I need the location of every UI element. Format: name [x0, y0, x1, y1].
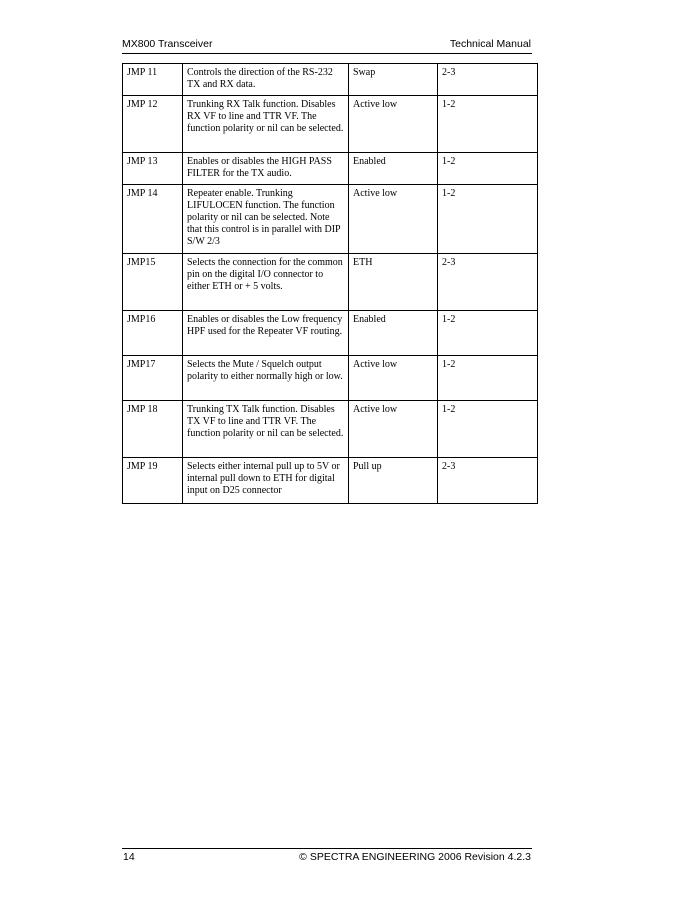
jumper-cell: JMP 11 — [123, 64, 183, 96]
function-cell: Enables or disables the Low frequency HPF used for the Repeater VF routing. — [183, 311, 349, 356]
setting-cell: Active low — [349, 96, 438, 153]
position-cell: 1-2 — [438, 356, 538, 401]
function-cell: Trunking RX Talk function. Disables RX VF to line and TTR VF. The function polarity or nil can be selected. — [183, 96, 349, 153]
jumper-cell: JMP15 — [123, 254, 183, 311]
setting-cell: Active low — [349, 185, 438, 254]
setting-cell: Pull up — [349, 458, 438, 504]
setting-cell: ETH — [349, 254, 438, 311]
function-cell: Trunking TX Talk function. Disables TX VF to line and TTR VF. The function polarity or nil can be selected. — [183, 401, 349, 458]
table-row — [123, 356, 538, 401]
jumper-cell: JMP 19 — [123, 458, 183, 504]
function-cell: Enables or disables the HIGH PASS FILTER for the TX audio. — [183, 153, 349, 185]
table-row — [123, 96, 538, 153]
position-cell: 1-2 — [438, 401, 538, 458]
function-cell: Controls the direction of the RS-232 TX and RX data. — [183, 64, 349, 96]
function-cell: Selects either internal pull up to 5V or internal pull down to ETH for digital input on D25 connector — [183, 458, 349, 504]
header-manual-title: Technical Manual — [449, 38, 531, 50]
table-row — [123, 458, 538, 504]
position-cell: 1-2 — [438, 96, 538, 153]
setting-cell: Enabled — [349, 153, 438, 185]
jumper-cell: JMP 18 — [123, 401, 183, 458]
jumper-cell: JMP 14 — [123, 185, 183, 254]
setting-cell: Active low — [349, 356, 438, 401]
jumper-cell: JMP16 — [123, 311, 183, 356]
table-row — [123, 401, 538, 458]
table-row — [123, 153, 538, 185]
position-cell: 1-2 — [438, 153, 538, 185]
setting-cell: Swap — [349, 64, 438, 96]
function-cell: Repeater enable. Trunking LIFULOCEN function. The function polarity or nil can be selected. Note that this control is in parallel with DIP S/W 2/3 — [183, 185, 349, 254]
table-row — [123, 185, 538, 254]
table-row — [123, 64, 538, 96]
function-cell: Selects the Mute / Squelch output polarity to either normally high or low. — [183, 356, 349, 401]
page-header — [122, 37, 532, 54]
page-number: 14 — [123, 851, 135, 863]
function-cell: Selects the connection for the common pin on the digital I/O connector to either ETH or + 5 volts. — [183, 254, 349, 311]
setting-cell: Active low — [349, 401, 438, 458]
position-cell: 2-3 — [438, 64, 538, 96]
setting-cell: Enabled — [349, 311, 438, 356]
page-footer — [122, 848, 532, 865]
jumper-cell: JMP17 — [123, 356, 183, 401]
jumper-cell: JMP 13 — [123, 153, 183, 185]
table-row — [123, 254, 538, 311]
header-product-title: MX800 Transceiver — [122, 38, 213, 50]
position-cell: 2-3 — [438, 458, 538, 504]
position-cell: 1-2 — [438, 185, 538, 254]
jumper-cell: JMP 12 — [123, 96, 183, 153]
table-row — [123, 311, 538, 356]
position-cell: 1-2 — [438, 311, 538, 356]
position-cell: 2-3 — [438, 254, 538, 311]
footer-copyright: © SPECTRA ENGINEERING 2006 Revision 4.2.3 — [299, 851, 531, 863]
jumper-settings-table — [122, 63, 538, 504]
